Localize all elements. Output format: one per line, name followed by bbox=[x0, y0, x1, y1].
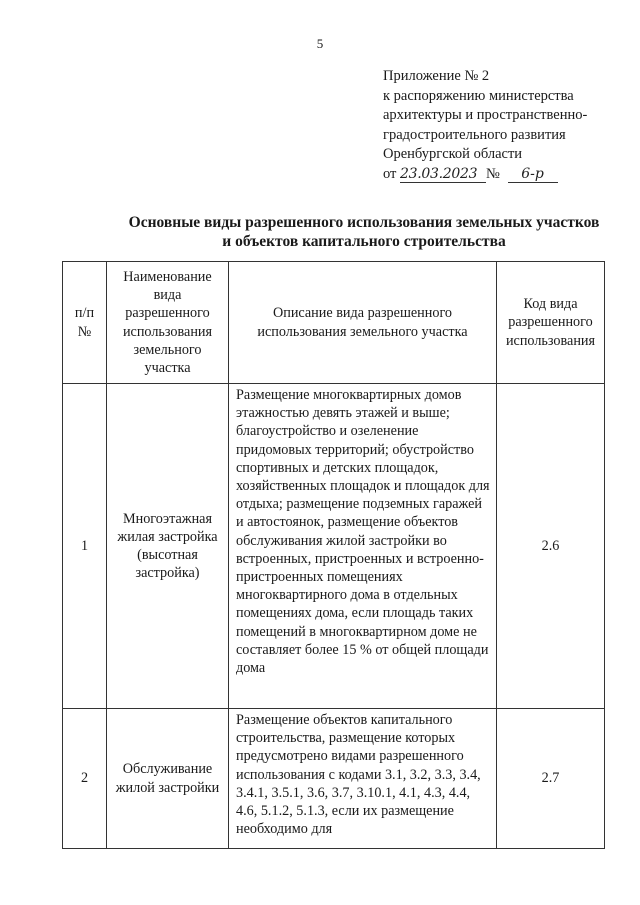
appendix-line-region: Оренбургской области bbox=[383, 146, 523, 162]
date-prefix: от bbox=[383, 165, 397, 182]
header-row bbox=[63, 262, 605, 384]
row-2-code: 2.7 bbox=[497, 709, 605, 849]
appendix-line-title: Приложение № 2 bbox=[383, 68, 490, 84]
header-description: Описание вида разрешенного использования земельного участка bbox=[229, 262, 497, 384]
table-row bbox=[63, 384, 605, 709]
land-use-table bbox=[62, 261, 605, 849]
row-2-name: Обслуживание жилой застройки bbox=[107, 709, 229, 849]
appendix-line-ministry-2: градостроительного развития bbox=[383, 126, 566, 143]
row-2-num: 2 bbox=[63, 709, 107, 849]
appendix-line-order: к распоряжению министерства bbox=[383, 87, 574, 104]
row-1-code: 2.6 bbox=[497, 384, 605, 709]
appendix-line-ministry-1: архитектуры и пространственно- bbox=[383, 107, 588, 123]
title-line-2: и объектов капитального строительства bbox=[222, 233, 506, 250]
row-1-num: 1 bbox=[63, 384, 107, 709]
handwritten-date: 23.03.2023 bbox=[400, 166, 486, 183]
page-number: 5 bbox=[316, 36, 324, 51]
appendix-block bbox=[383, 67, 623, 184]
handwritten-number: 6-р bbox=[508, 166, 558, 183]
appendix-date-line bbox=[383, 165, 623, 185]
header-name: Наименование вида разрешенного использования земельного участка bbox=[107, 262, 229, 384]
row-1-description: Размещение многоквартирных домов этажностью девять этажей и выше; благоустройство и озеленение придомовых территорий; обустройство спортивных и детских площадок, хозяйственных площадок и площадок для отдыха; размещение подземных гаражей и автостоянок, размещение объектов обслуживания жилой застройки во встроенных, пристроенных и встроенно-пристроенных помещениях многоквартирного дома в отдельных помещениях дома, если площадь таких помещений в многоквартирном доме не составляет более 15 % от общей площади дома bbox=[229, 384, 497, 709]
table-row bbox=[63, 709, 605, 849]
row-1-name: Многоэтажная жилая застройка (высотная застройка) bbox=[107, 384, 229, 709]
number-prefix: № bbox=[486, 165, 500, 182]
row-2-description: Размещение объектов капитального строительства, размещение которых предусмотрено видами разрешенного использования с кодами 3.1, 3.2, 3.3, 3.4, 3.4.1, 3.5.1, 3.6, 3.7, 3.10.1, 4.1, 4.3, 4.4, 4.6, 5.1.2, 5.1.3, если их размещение необходимо для bbox=[229, 709, 497, 849]
document-title bbox=[0, 213, 640, 251]
header-code: Код вида разрешенного использования bbox=[497, 262, 605, 384]
header-num: п/п № bbox=[63, 262, 107, 384]
title-line-1: Основные виды разрешенного использования земельных участков bbox=[128, 214, 600, 231]
